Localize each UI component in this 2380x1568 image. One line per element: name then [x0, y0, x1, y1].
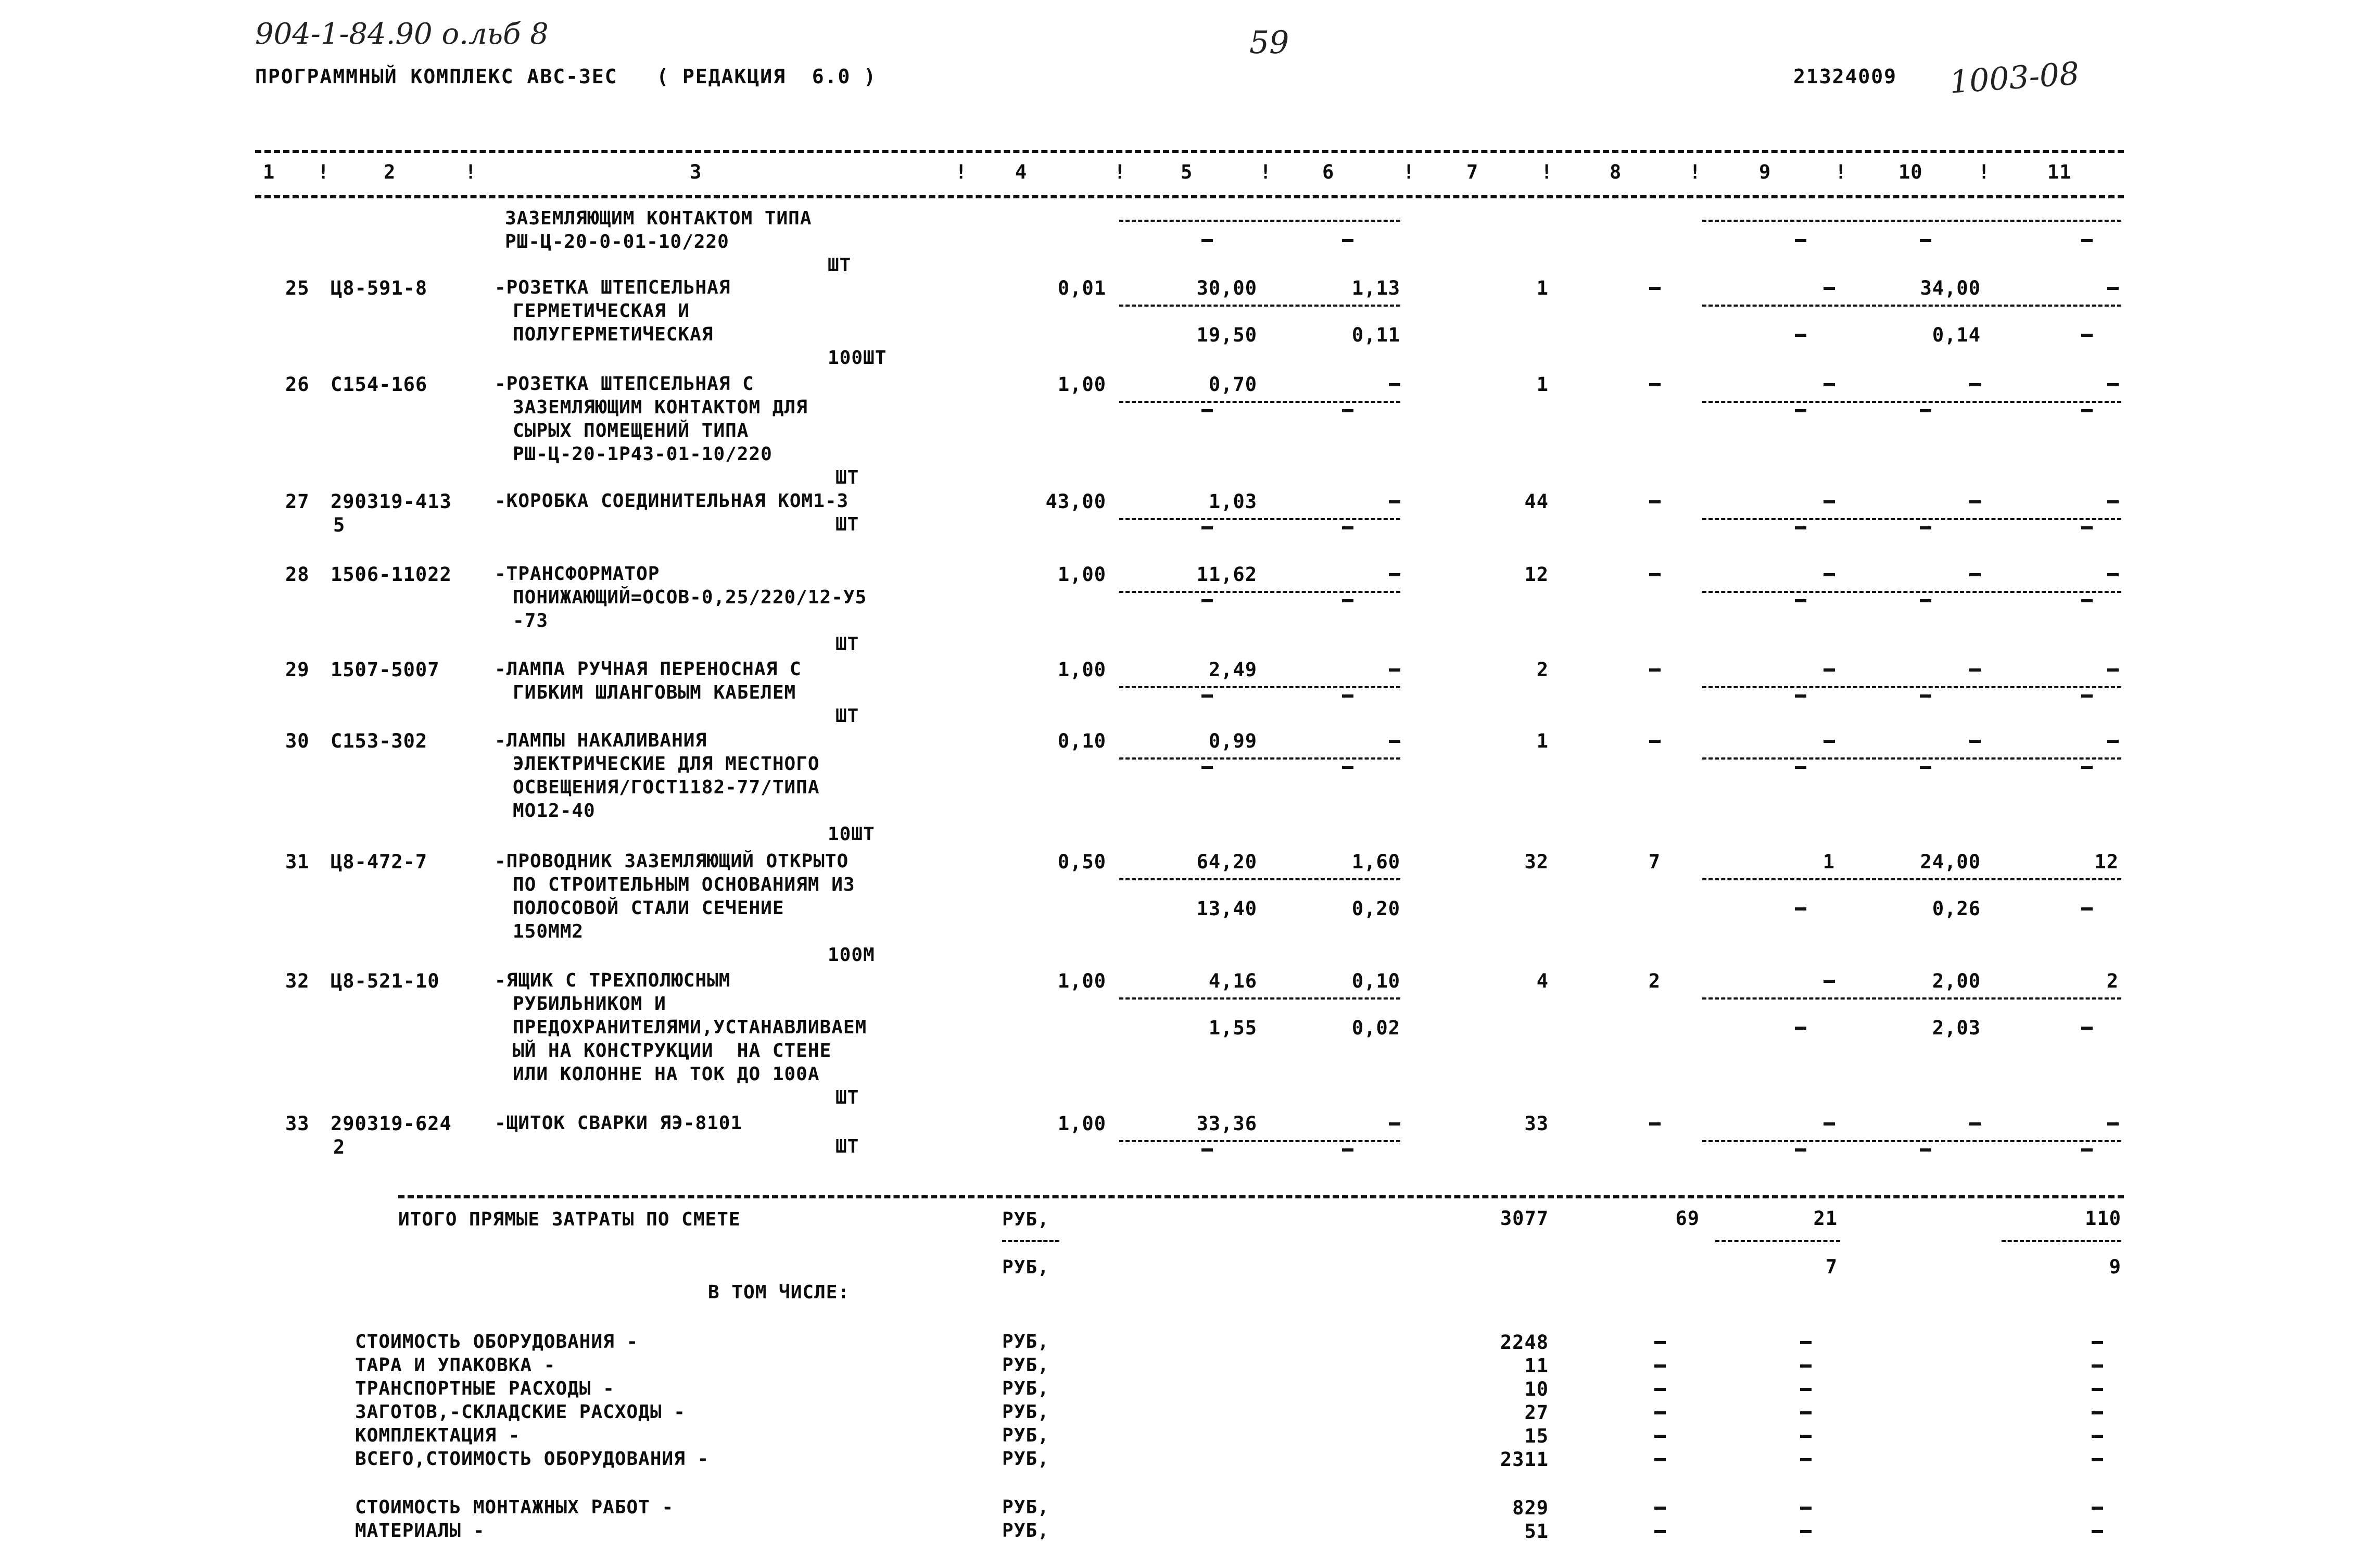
cell-col11 [2107, 573, 2119, 576]
sub-rule [1119, 1140, 1400, 1142]
cell-col5-lower [1201, 694, 1213, 698]
cell-col6: 1,13 [1351, 277, 1400, 299]
row-unit: ШТ [835, 1136, 859, 1157]
summary-col8 [1654, 1507, 1666, 1510]
summary-col11 [2092, 1458, 2103, 1461]
cell-col9 [1824, 740, 1835, 743]
cell-col9-lower [1795, 766, 1806, 769]
row-description: ПО СТРОИТЕЛЬНЫМ ОСНОВАНИЯМ ИЗ [513, 874, 855, 895]
summary-col8 [1654, 1364, 1666, 1368]
column-header-10: 10 [1898, 161, 1923, 183]
row-description: -ЩИТОК СВАРКИ ЯЭ-8101 [495, 1112, 743, 1134]
cell-col6-lower [1342, 766, 1353, 769]
including-label: В ТОМ ЧИСЛЕ: [708, 1282, 850, 1303]
cell-col11-lower [2081, 694, 2093, 698]
cell-col8: 7 [1648, 851, 1661, 873]
cell-col8 [1649, 1122, 1661, 1126]
row-description: РУБИЛЬНИКОМ И [513, 993, 666, 1015]
column-header-1: 1 [263, 161, 275, 183]
summary-unit: РУБ, [1002, 1401, 1049, 1423]
summary-label: СТОИМОСТЬ ОБОРУДОВАНИЯ - [355, 1331, 639, 1352]
sub-rule [1702, 401, 2121, 403]
cell-quantity: 1,00 [1057, 373, 1106, 396]
cell-col6-lower: 0,20 [1351, 897, 1400, 920]
summary-label: ВСЕГО,СТОИМОСТЬ ОБОРУДОВАНИЯ - [355, 1448, 710, 1470]
cell-col9-lower [1795, 599, 1806, 602]
cell-col11 [2107, 287, 2119, 290]
column-separator: ! [1689, 161, 1702, 183]
cell-col7: 1 [1536, 373, 1549, 396]
cell-col9-lower [1795, 694, 1806, 698]
cell-col9-lower [1795, 1027, 1806, 1030]
cell-col10-lower [1920, 526, 1931, 529]
cell-col10-lower: 0,14 [1932, 324, 1981, 346]
cell-col5: 11,62 [1196, 563, 1257, 586]
column-header-8: 8 [1610, 161, 1622, 183]
row-description: ЭЛЕКТРИЧЕСКИЕ ДЛЯ МЕСТНОГО [513, 753, 820, 775]
totals-label: ИТОГО ПРЯМЫЕ ЗАТРАТЫ ПО СМЕТЕ [398, 1209, 741, 1230]
page-number: 59 [1249, 24, 1289, 61]
column-header-2: 2 [384, 161, 396, 183]
column-header-6: 6 [1322, 161, 1335, 183]
cell-col10: 2,00 [1932, 970, 1981, 992]
sub-rule [1119, 220, 1400, 222]
cell-col7: 1 [1536, 277, 1549, 299]
sub-rule [1702, 757, 2121, 760]
summary-unit: РУБ, [1002, 1448, 1049, 1470]
cell-col10-lower [1920, 766, 1931, 769]
row-code: 1507-5007 [331, 659, 440, 681]
summary-label: ЗАГОТОВ,-СКЛАДСКИЕ РАСХОДЫ - [355, 1401, 686, 1423]
cell-col9-lower [1795, 1148, 1806, 1152]
cell-col11: 12 [2094, 851, 2119, 873]
continuation-line: ЗАЗЕМЛЯЮЩИМ КОНТАКТОМ ТИПА [505, 208, 812, 229]
row-description: -73 [513, 610, 549, 631]
row-description: ПОНИЖАЮЩИЙ=ОСОВ-0,25/220/12-У5 [513, 587, 867, 608]
summary-col7: 2311 [1500, 1448, 1549, 1471]
cell-col6: 0,10 [1351, 970, 1400, 992]
summary-col8 [1654, 1341, 1666, 1344]
summary-col9 [1800, 1411, 1812, 1414]
cell-col10-lower [1920, 694, 1931, 698]
cell-col10 [1969, 500, 1981, 503]
cell-col6-lower: 0,02 [1351, 1017, 1400, 1039]
sub-rule [1702, 1140, 2121, 1142]
cell-col10 [1969, 383, 1981, 386]
summary-label: ТРАНСПОРТНЫЕ РАСХОДЫ - [355, 1378, 615, 1399]
row-unit: 100ШТ [828, 347, 887, 369]
row-description: -РОЗЕТКА ШТЕПСЕЛЬНАЯ [495, 277, 731, 298]
row-number: 31 [285, 851, 310, 873]
column-separator: ! [1260, 161, 1272, 183]
row-description: -ТРАНСФОРМАТОР [495, 563, 660, 585]
summary-unit: РУБ, [1002, 1520, 1049, 1541]
cell-col8 [1649, 740, 1661, 743]
cell-col7: 4 [1536, 970, 1549, 992]
row-description: -ЛАМПА РУЧНАЯ ПЕРЕНОСНАЯ С [495, 659, 802, 680]
cell-col11-lower [2081, 1027, 2093, 1030]
row-description: ГИБКИМ ШЛАНГОВЫМ КАБЕЛЕМ [513, 682, 796, 703]
cell-col9 [1824, 1122, 1835, 1126]
row-code: Ц8-472-7 [331, 851, 428, 873]
header-top-rule [255, 150, 2124, 153]
totals-col11-lower: 9 [2109, 1256, 2121, 1278]
totals-col9: 21 [1813, 1207, 1838, 1230]
row-unit: ШТ [835, 514, 859, 535]
row-number: 26 [285, 373, 310, 396]
summary-unit: РУБ, [1002, 1355, 1049, 1376]
cell-col10-lower [1920, 239, 1931, 242]
cell-col5-lower [1201, 239, 1213, 242]
totals-col8: 69 [1675, 1207, 1700, 1230]
cell-col5-lower [1201, 1148, 1213, 1152]
cell-quantity: 1,00 [1057, 659, 1106, 681]
column-header-11: 11 [2047, 161, 2072, 183]
cell-col10-lower [1920, 599, 1931, 602]
row-number: 27 [285, 490, 310, 513]
summary-col9 [1800, 1530, 1812, 1533]
cell-col11-lower [2081, 526, 2093, 529]
cell-col10: 24,00 [1920, 851, 1981, 873]
cell-quantity: 43,00 [1045, 490, 1106, 513]
cell-col11 [2107, 740, 2119, 743]
cell-col5-lower: 13,40 [1196, 897, 1257, 920]
cell-quantity: 1,00 [1057, 1112, 1106, 1135]
row-description: РШ-Ц-20-1Р43-01-10/220 [513, 444, 773, 465]
row-unit: ШТ [835, 634, 859, 655]
cell-col10-lower [1920, 1148, 1931, 1152]
column-separator: ! [318, 161, 330, 183]
cell-col6-lower [1342, 1148, 1353, 1152]
sub-rule [1119, 591, 1400, 593]
cell-quantity: 0,50 [1057, 851, 1106, 873]
cell-col7: 32 [1524, 851, 1549, 873]
sub-rule [1702, 878, 2121, 880]
cell-col5: 0,99 [1208, 730, 1257, 752]
row-number: 29 [285, 659, 310, 681]
cell-col10-lower: 2,03 [1932, 1017, 1981, 1039]
row-unit: 10ШТ [828, 824, 875, 845]
row-description: ПОЛУГЕРМЕТИЧЕСКАЯ [513, 324, 714, 345]
cell-col10 [1969, 668, 1981, 672]
cell-col6-lower [1342, 409, 1353, 412]
row-description: ОСВЕЩЕНИЯ/ГОСТ1182-77/ТИПА [513, 777, 820, 798]
cell-col9-lower [1795, 409, 1806, 412]
cell-col8: 2 [1648, 970, 1661, 992]
summary-col7: 2248 [1500, 1331, 1549, 1354]
column-separator: ! [1978, 161, 1991, 183]
cell-col9-lower [1795, 907, 1806, 911]
row-number: 32 [285, 970, 310, 992]
row-description: ПОЛОСОВОЙ СТАЛИ СЕЧЕНИЕ [513, 897, 784, 919]
cell-quantity: 1,00 [1057, 563, 1106, 586]
summary-col8 [1654, 1388, 1666, 1391]
row-description: -РОЗЕТКА ШТЕПСЕЛЬНАЯ С [495, 373, 754, 395]
summary-unit: РУБ, [1002, 1425, 1049, 1446]
sub-rule [1702, 518, 2121, 520]
cell-col7: 33 [1524, 1112, 1549, 1135]
cell-col10 [1969, 740, 1981, 743]
doc-code: 904-1-84.90 о.льб 8 [255, 17, 549, 51]
summary-col9 [1800, 1458, 1812, 1461]
row-description: ГЕРМЕТИЧЕСКАЯ И [513, 300, 690, 322]
cell-col10: 34,00 [1920, 277, 1981, 299]
continuation-line: РШ-Ц-20-0-01-10/220 [505, 231, 729, 252]
row-unit: ШТ [835, 705, 859, 727]
cell-col5: 2,49 [1208, 659, 1257, 681]
totals-unit: РУБ, [1002, 1209, 1049, 1230]
row-number: 33 [285, 1112, 310, 1135]
sub-rule [1702, 220, 2121, 222]
sub-rule [1702, 997, 2121, 1000]
cell-col9-lower [1795, 239, 1806, 242]
cell-col6-lower: 0,11 [1351, 324, 1400, 346]
cell-col11-lower [2081, 239, 2093, 242]
cell-col5: 0,70 [1208, 373, 1257, 396]
cell-col11: 2 [2106, 970, 2119, 992]
cell-col5-lower [1201, 526, 1213, 529]
sub-rule [1119, 401, 1400, 403]
totals-unit-2: РУБ, [1002, 1257, 1049, 1278]
header-bottom-rule [255, 195, 2124, 198]
cell-col5: 1,03 [1208, 490, 1257, 513]
cell-col5: 4,16 [1208, 970, 1257, 992]
cell-col9-lower [1795, 334, 1806, 337]
summary-col7: 27 [1524, 1401, 1549, 1424]
sub-rule [1119, 878, 1400, 880]
sub-rule [1702, 591, 2121, 593]
totals-rule [398, 1195, 2124, 1198]
row-code: 290319-624 [331, 1112, 452, 1135]
cell-col6-lower [1342, 599, 1353, 602]
row-code: 1506-11022 [331, 563, 452, 586]
cell-col9 [1824, 383, 1835, 386]
row-code: Ц8-521-10 [331, 970, 440, 992]
sub-rule [2002, 1240, 2121, 1242]
sub-rule [1119, 757, 1400, 760]
cell-col11-lower [2081, 409, 2093, 412]
cell-col5: 64,20 [1196, 851, 1257, 873]
column-header-5: 5 [1181, 161, 1193, 183]
summary-label: КОМПЛЕКТАЦИЯ - [355, 1425, 521, 1446]
sub-rule [1702, 305, 2121, 307]
sub-rule [1119, 518, 1400, 520]
cell-col8 [1649, 668, 1661, 672]
summary-col7: 15 [1524, 1425, 1549, 1447]
row-description: -ПРОВОДНИК ЗАЗЕМЛЯЮЩИЙ ОТКРЫТО [495, 851, 849, 872]
row-description: МО12-40 [513, 800, 596, 821]
summary-col11 [2092, 1341, 2103, 1344]
cell-col11 [2107, 668, 2119, 672]
row-number: 25 [285, 277, 310, 299]
cell-col10 [1969, 1122, 1981, 1126]
cell-col10 [1969, 573, 1981, 576]
cell-col6-lower [1342, 239, 1353, 242]
cell-col6-lower [1342, 694, 1353, 698]
column-separator: ! [465, 161, 477, 183]
row-unit: ШТ [835, 1087, 859, 1108]
summary-col11 [2092, 1411, 2103, 1414]
cell-col5-lower: 1,55 [1208, 1017, 1257, 1039]
cell-col8 [1649, 287, 1661, 290]
cell-col9-lower [1795, 526, 1806, 529]
column-separator: ! [955, 161, 968, 183]
summary-col9 [1800, 1507, 1812, 1510]
row-description: ИЛИ КОЛОННЕ НА ТОК ДО 100А [513, 1064, 820, 1085]
handwritten-ref: 1003-08 [1948, 55, 2081, 101]
cell-col8 [1649, 500, 1661, 503]
cell-col5-lower: 19,50 [1196, 324, 1257, 346]
row-description: -КОРОБКА СОЕДИНИТЕЛЬНАЯ КОМ1-3 [495, 490, 849, 512]
summary-unit: РУБ, [1002, 1378, 1049, 1399]
cell-quantity: 0,10 [1057, 730, 1106, 752]
cell-col5-lower [1201, 409, 1213, 412]
column-separator: ! [1403, 161, 1415, 183]
column-header-4: 4 [1015, 161, 1028, 183]
summary-col11 [2092, 1435, 2103, 1438]
summary-col8 [1654, 1435, 1666, 1438]
row-number: 28 [285, 563, 310, 586]
cell-col8 [1649, 573, 1661, 576]
row-code-cont: 2 [333, 1136, 346, 1158]
row-description: -ЛАМПЫ НАКАЛИВАНИЯ [495, 730, 707, 751]
cell-col11 [2107, 1122, 2119, 1126]
summary-col9 [1800, 1341, 1812, 1344]
summary-col11 [2092, 1364, 2103, 1368]
totals-col9-lower: 7 [1825, 1256, 1838, 1278]
program-title: ПРОГРАММНЫЙ КОМПЛЕКС АВС-3ЕС ( РЕДАКЦИЯ 6.0 ) [255, 65, 877, 88]
cell-col9 [1824, 668, 1835, 672]
cell-col10-lower: 0,26 [1932, 897, 1981, 920]
totals-col11: 110 [2085, 1207, 2121, 1230]
cell-col11-lower [2081, 1148, 2093, 1152]
cell-col7: 1 [1536, 730, 1549, 752]
cell-col5-lower [1201, 599, 1213, 602]
cell-col5: 30,00 [1196, 277, 1257, 299]
summary-label: СТОИМОСТЬ МОНТАЖНЫХ РАБОТ - [355, 1497, 674, 1518]
row-description: СЫРЫХ ПОМЕЩЕНИЙ ТИПА [513, 420, 749, 441]
unit-label: ШТ [828, 255, 852, 276]
summary-col11 [2092, 1388, 2103, 1391]
cell-col5: 33,36 [1196, 1112, 1257, 1135]
row-code: С154-166 [331, 373, 428, 396]
cell-col9 [1824, 500, 1835, 503]
summary-unit: РУБ, [1002, 1331, 1049, 1352]
summary-col11 [2092, 1530, 2103, 1533]
cell-col11-lower [2081, 907, 2093, 911]
cell-col9 [1824, 573, 1835, 576]
cell-col7: 12 [1524, 563, 1549, 586]
summary-label: МАТЕРИАЛЫ - [355, 1520, 485, 1541]
row-description: ЫЙ НА КОНСТРУКЦИИ НА СТЕНЕ [513, 1040, 832, 1061]
summary-col9 [1800, 1364, 1812, 1368]
column-header-9: 9 [1759, 161, 1771, 183]
sub-rule [1119, 305, 1400, 307]
row-code: С153-302 [331, 730, 428, 752]
cell-col6-lower [1342, 526, 1353, 529]
program-number: 21324009 [1793, 65, 1897, 88]
sub-rule [1702, 686, 2121, 688]
summary-col8 [1654, 1458, 1666, 1461]
sub-rule [1119, 997, 1400, 1000]
row-code: 290319-413 [331, 490, 452, 513]
summary-label: ТАРА И УПАКОВКА - [355, 1355, 556, 1376]
summary-col11 [2092, 1507, 2103, 1510]
cell-col11-lower [2081, 334, 2093, 337]
row-unit: 100М [828, 944, 875, 966]
cell-col11-lower [2081, 599, 2093, 602]
sub-rule [1715, 1240, 1840, 1242]
row-number: 30 [285, 730, 310, 752]
row-code: Ц8-591-8 [331, 277, 428, 299]
summary-unit: РУБ, [1002, 1497, 1049, 1518]
cell-col10-lower [1920, 409, 1931, 412]
summary-col9 [1800, 1435, 1812, 1438]
summary-col8 [1654, 1530, 1666, 1533]
column-separator: ! [1541, 161, 1553, 183]
summary-col8 [1654, 1411, 1666, 1414]
summary-col9 [1800, 1388, 1812, 1391]
cell-col8 [1649, 383, 1661, 386]
row-description: ПРЕДОХРАНИТЕЛЯМИ,УСТАНАВЛИВАЕМ [513, 1017, 867, 1038]
cell-col9: 1 [1822, 851, 1835, 873]
cell-quantity: 0,01 [1057, 277, 1106, 299]
row-description: ЗАЗЕМЛЯЮЩИМ КОНТАКТОМ ДЛЯ [513, 397, 808, 418]
cell-col11-lower [2081, 766, 2093, 769]
column-header-3: 3 [690, 161, 702, 183]
row-code-cont: 5 [333, 514, 346, 536]
row-description: 150ММ2 [513, 921, 584, 942]
row-description: -ЯЩИК С ТРЕХПОЛЮСНЫМ [495, 970, 731, 991]
summary-col7: 829 [1512, 1497, 1549, 1519]
cell-col11 [2107, 383, 2119, 386]
row-unit: ШТ [835, 467, 859, 488]
sub-rule [1119, 686, 1400, 688]
cell-col5-lower [1201, 766, 1213, 769]
cell-col11 [2107, 500, 2119, 503]
column-separator: ! [1835, 161, 1847, 183]
column-header-7: 7 [1466, 161, 1479, 183]
summary-col7: 51 [1524, 1520, 1549, 1542]
summary-col7: 11 [1524, 1355, 1549, 1377]
cell-col6: 1,60 [1351, 851, 1400, 873]
totals-col7: 3077 [1500, 1207, 1549, 1230]
cell-col7: 44 [1524, 490, 1549, 513]
summary-col7: 10 [1524, 1378, 1549, 1400]
sub-rule [1002, 1240, 1059, 1242]
cell-col7: 2 [1536, 659, 1549, 681]
column-separator: ! [1114, 161, 1126, 183]
cell-quantity: 1,00 [1057, 970, 1106, 992]
